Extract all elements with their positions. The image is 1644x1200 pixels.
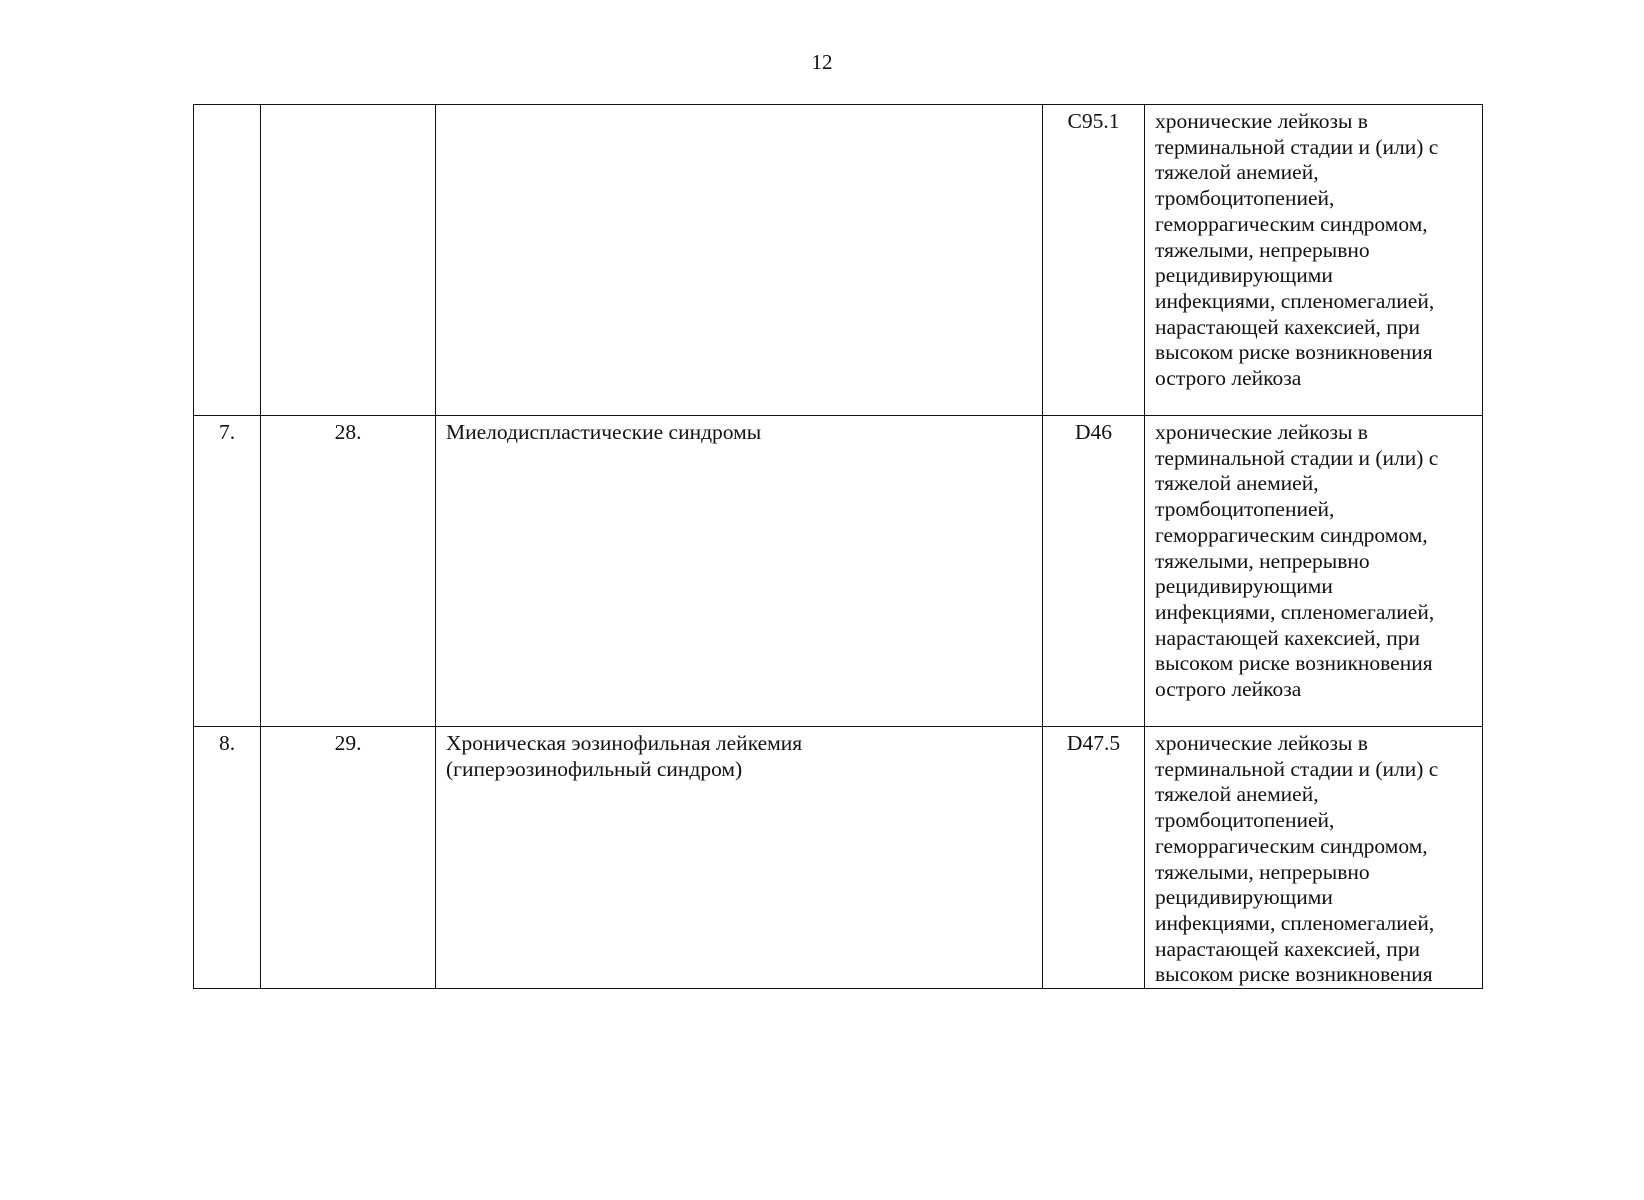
- condition-line: тромбоцитопенией,: [1155, 808, 1335, 833]
- condition-line: острого лейкоза: [1155, 366, 1302, 391]
- condition-line: тяжелой анемией,: [1155, 782, 1319, 807]
- condition-line: тяжелыми, непрерывно: [1155, 548, 1370, 573]
- disease-name-line: (гиперэозинофильный синдром): [446, 756, 743, 781]
- row-number-cell: 8.: [194, 727, 261, 989]
- row-number-cell: 7.: [194, 416, 261, 727]
- condition-line: хронические лейкозы в: [1155, 109, 1368, 133]
- disease-name-cell: [436, 105, 1043, 416]
- row-subnumber-cell: 28.: [261, 416, 436, 727]
- condition-line: геморрагическим синдромом,: [1155, 211, 1428, 236]
- condition-line: острого лейкоза: [1155, 677, 1302, 702]
- condition-line: терминальной стадии и (или) с: [1155, 134, 1439, 159]
- condition-line: инфекциями, спленомегалией,: [1155, 910, 1435, 935]
- condition-line: тромбоцитопенией,: [1155, 497, 1335, 522]
- row-subnumber-cell: [261, 105, 436, 416]
- condition-line: тяжелой анемией,: [1155, 160, 1319, 185]
- condition-line: рецидивирующими: [1155, 263, 1333, 288]
- condition-line: тромбоцитопенией,: [1155, 186, 1335, 211]
- row-number-cell: [194, 105, 261, 416]
- page-number: 12: [811, 50, 833, 74]
- condition-line: рецидивирующими: [1155, 574, 1333, 599]
- icd-code-cell: D46: [1043, 416, 1145, 727]
- condition-line: терминальной стадии и (или) с: [1155, 445, 1439, 470]
- condition-line: тяжелыми, непрерывно: [1155, 859, 1370, 884]
- disease-name-line: Хроническая эозинофильная лейкемия: [446, 731, 803, 755]
- condition-cell: [1145, 727, 1483, 989]
- condition-line: рецидивирующими: [1155, 885, 1333, 910]
- table-row: [194, 416, 1483, 727]
- condition-line: высоком риске возникновения: [1155, 651, 1433, 676]
- disease-name-cell: [436, 416, 1043, 727]
- table-row: [194, 105, 1483, 416]
- table-row: [194, 727, 1483, 989]
- condition-line: нарастающей кахексией, при: [1155, 314, 1421, 339]
- disease-table: [193, 104, 1483, 989]
- condition-line: терминальной стадии и (или) с: [1155, 756, 1439, 781]
- condition-line: нарастающей кахексией, при: [1155, 936, 1421, 961]
- icd-code-cell: C95.1: [1043, 105, 1145, 416]
- condition-line: тяжелой анемией,: [1155, 471, 1319, 496]
- condition-line: высоком риске возникновения: [1155, 340, 1433, 365]
- condition-line: инфекциями, спленомегалией,: [1155, 599, 1435, 624]
- disease-name-cell: [436, 727, 1043, 989]
- condition-cell: [1145, 416, 1483, 727]
- condition-cell: [1145, 105, 1483, 416]
- condition-line: нарастающей кахексией, при: [1155, 625, 1421, 650]
- condition-line: геморрагическим синдромом,: [1155, 522, 1428, 547]
- condition-line: хронические лейкозы в: [1155, 420, 1368, 444]
- condition-line: хронические лейкозы в: [1155, 731, 1368, 755]
- condition-line: высоком риске возникновения: [1155, 962, 1433, 987]
- disease-name-line: Миелодиспластические синдромы: [446, 420, 762, 444]
- condition-line: геморрагическим синдромом,: [1155, 833, 1428, 858]
- condition-line: тяжелыми, непрерывно: [1155, 237, 1370, 262]
- icd-code-cell: D47.5: [1043, 727, 1145, 989]
- condition-line: инфекциями, спленомегалией,: [1155, 288, 1435, 313]
- row-subnumber-cell: 29.: [261, 727, 436, 989]
